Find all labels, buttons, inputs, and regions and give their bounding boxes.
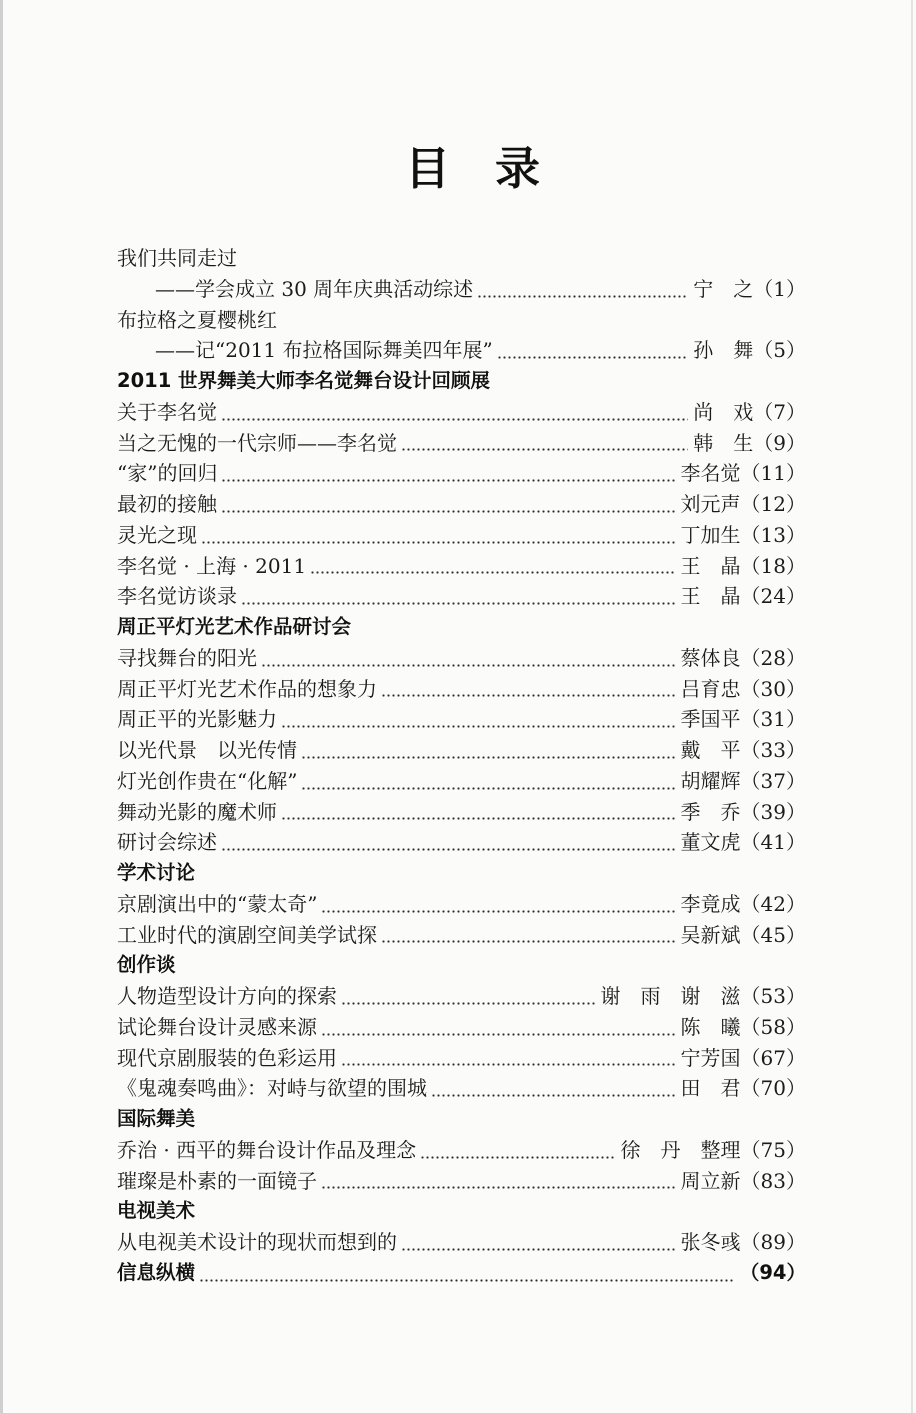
entry-title: 灵光之现 <box>117 522 197 547</box>
entry-author: 孙 舞 <box>693 338 754 363</box>
entry-title: 从电视美术设计的现状而想到的 <box>117 1230 397 1254</box>
section-title: 电视美术 <box>117 1199 196 1223</box>
entry-author: 胡耀辉 <box>680 768 741 793</box>
entry-author: 周立新 <box>680 1168 741 1193</box>
dot-leader <box>261 664 676 667</box>
dot-leader <box>341 1063 676 1066</box>
entry-author: 吴新斌 <box>680 922 741 947</box>
entry-author: 李竟成 <box>680 891 741 916</box>
entry-author: 陈 曦 <box>680 1014 741 1039</box>
section-heading <box>117 950 806 981</box>
toc-entry <box>117 704 806 735</box>
entry-page: （53） <box>740 984 806 1008</box>
entry-author: 吕育忠 <box>680 676 741 701</box>
dot-leader <box>401 1248 676 1251</box>
entry-page: （13） <box>740 522 806 547</box>
entry-page: （33） <box>740 738 806 762</box>
dot-leader <box>281 725 676 728</box>
toc-lead-title <box>117 243 806 274</box>
section-heading <box>117 612 806 643</box>
entry-page: （24） <box>740 584 806 609</box>
entry-title: 工业时代的演剧空间美学试探 <box>117 922 377 947</box>
entry-page: （58） <box>740 1014 806 1039</box>
entry-page: （30） <box>740 676 806 701</box>
entry-page: （39） <box>740 799 806 824</box>
entry-author: 戴 平 <box>680 738 741 762</box>
entry-page: （94） <box>739 1260 806 1284</box>
dot-leader <box>420 1156 615 1159</box>
dot-leader <box>221 848 676 851</box>
toc-lead-title <box>117 305 806 336</box>
entry-page: （9） <box>753 430 806 455</box>
dot-leader <box>381 940 676 943</box>
entry-title: 周正平灯光艺术作品的想象力 <box>117 676 377 701</box>
entry-page: （45） <box>740 922 806 947</box>
dot-leader <box>497 356 689 359</box>
dot-leader <box>241 602 676 605</box>
entry-title: 我们共同走过 <box>117 246 237 270</box>
toc-entry <box>117 1166 806 1197</box>
toc-entry <box>117 920 806 951</box>
section-title: 周正平灯光艺术作品研讨会 <box>117 615 352 638</box>
entry-page: （70） <box>740 1076 806 1101</box>
entry-page: （11） <box>740 461 806 486</box>
entry-page: （89） <box>740 1230 806 1254</box>
scan-edge-left <box>0 0 3 1413</box>
entry-title: 人物造型设计方向的探索 <box>117 984 337 1008</box>
section-title: 国际舞美 <box>117 1107 196 1130</box>
dot-leader <box>221 479 675 482</box>
entry-title: 李名觉 · 上海 · 2011 <box>117 553 307 578</box>
entry-author: 董文虎 <box>680 830 741 855</box>
entry-page: （5） <box>753 338 806 363</box>
entry-title: 试论舞台设计灵感来源 <box>117 1014 317 1039</box>
toc-entry <box>117 1043 806 1074</box>
entry-subtitle: ——记“2011 布拉格国际舞美四年展” <box>155 338 493 363</box>
entry-author: 王 晶 <box>680 584 741 609</box>
entry-author: 蔡体良 <box>680 645 741 670</box>
entry-page: （12） <box>740 492 806 516</box>
dot-leader <box>341 1002 596 1005</box>
entry-title: 寻找舞台的阳光 <box>117 645 257 670</box>
entry-title: 当之无愧的一代宗师——李名觉 <box>117 430 397 455</box>
toc-entry <box>117 397 806 428</box>
toc-entry <box>117 735 806 766</box>
section-title: 2011 世界舞美大师李名觉舞台设计回顾展 <box>117 369 491 392</box>
toc-entry <box>117 766 806 797</box>
entry-title: 关于李名觉 <box>117 399 217 424</box>
entry-author: 宁芳国 <box>680 1045 741 1070</box>
entry-page: （67） <box>740 1045 806 1070</box>
entry-title: 《鬼魂奏鸣曲》：对峙与欲望的围城 <box>117 1076 427 1101</box>
toc-entry <box>117 581 806 612</box>
toc-entry <box>117 335 806 366</box>
entry-author: 李名觉 <box>680 461 741 486</box>
dot-leader <box>401 448 688 451</box>
toc-entry <box>117 797 806 828</box>
entry-author: 韩 生 <box>693 430 754 455</box>
toc-entry <box>117 674 806 705</box>
entry-title: 周正平的光影魅力 <box>117 707 277 732</box>
entry-title: 乔治 · 西平的舞台设计作品及理念 <box>117 1137 417 1162</box>
section-heading <box>117 1104 806 1135</box>
entry-title: 最初的接触 <box>117 492 217 516</box>
entry-author: 张冬彧 <box>680 1230 741 1254</box>
section-heading <box>117 366 806 397</box>
toc-entry <box>117 889 806 920</box>
toc-entry <box>117 520 806 551</box>
entry-page: （75） <box>740 1137 806 1162</box>
entry-title: 研讨会综述 <box>117 830 217 855</box>
toc-entry <box>117 1135 806 1166</box>
dot-leader <box>199 1279 735 1282</box>
entry-author: 徐 丹 整理 <box>620 1137 741 1162</box>
entry-page: （42） <box>740 891 806 916</box>
dot-leader <box>281 817 676 820</box>
entry-author: 谢 雨 谢 滋 <box>600 984 741 1008</box>
section-heading-with-page <box>117 1258 806 1289</box>
entry-author: 丁加生 <box>680 522 741 547</box>
dot-leader <box>301 787 675 790</box>
toc-entry <box>117 274 806 305</box>
entry-title: 京剧演出中的“蒙太奇” <box>117 891 318 916</box>
dot-leader <box>301 756 676 759</box>
toc-entry <box>117 428 806 459</box>
entry-page: （83） <box>740 1168 806 1193</box>
toc-entry <box>117 827 806 858</box>
entry-author: 刘元声 <box>680 492 741 516</box>
toc-entry <box>117 551 806 582</box>
dot-leader <box>221 510 676 513</box>
entry-page: （37） <box>740 768 806 793</box>
toc-entry <box>117 643 806 674</box>
section-heading <box>117 1196 806 1227</box>
entry-page: （31） <box>740 707 806 732</box>
dot-leader <box>321 910 675 913</box>
entry-title: 璀璨是朴素的一面镜子 <box>117 1168 317 1193</box>
entry-subtitle: ——学会成立 30 周年庆典活动综述 <box>155 276 474 301</box>
section-title: 学术讨论 <box>117 861 196 884</box>
entry-title: “家”的回归 <box>117 461 218 486</box>
dot-leader <box>221 418 688 421</box>
entry-title: 舞动光影的魔术师 <box>117 799 277 824</box>
entry-page: （7） <box>753 399 806 424</box>
entry-title: 李名觉访谈录 <box>117 584 237 609</box>
scan-edge-right <box>911 0 913 1413</box>
entry-page: （41） <box>740 830 806 855</box>
section-title: 信息纵横 <box>117 1260 196 1284</box>
entry-title: 灯光创作贵在“化解” <box>117 768 298 793</box>
entry-title: 现代京剧服装的色彩运用 <box>117 1045 337 1070</box>
dot-leader <box>431 1094 676 1097</box>
entry-author: 王 晶 <box>680 553 741 578</box>
entry-page: （1） <box>753 276 806 301</box>
toc-entry <box>117 458 806 489</box>
dot-leader <box>381 694 676 697</box>
entry-title: 以光代景 以光传情 <box>117 738 297 762</box>
entry-author: 尚 戏 <box>693 399 754 424</box>
page-title: 目 录 <box>405 142 541 195</box>
dot-leader <box>321 1186 676 1189</box>
table-of-contents <box>117 243 806 1289</box>
entry-author: 季 乔 <box>680 799 741 824</box>
toc-entry <box>117 1073 806 1104</box>
toc-entry <box>117 1012 806 1043</box>
entry-title: 布拉格之夏樱桃红 <box>117 307 277 332</box>
dot-leader <box>477 295 688 298</box>
toc-entry <box>117 981 806 1012</box>
toc-entry <box>117 1227 806 1258</box>
section-title: 创作谈 <box>117 953 176 977</box>
dot-leader <box>201 541 676 544</box>
dot-leader <box>310 571 676 574</box>
entry-author: 季国平 <box>680 707 741 732</box>
entry-page: （28） <box>740 645 806 670</box>
entry-author: 田 君 <box>680 1076 741 1101</box>
entry-author: 宁 之 <box>693 276 754 301</box>
entry-page: （18） <box>740 553 806 578</box>
section-heading <box>117 858 806 889</box>
toc-entry <box>117 489 806 520</box>
dot-leader <box>321 1033 676 1036</box>
